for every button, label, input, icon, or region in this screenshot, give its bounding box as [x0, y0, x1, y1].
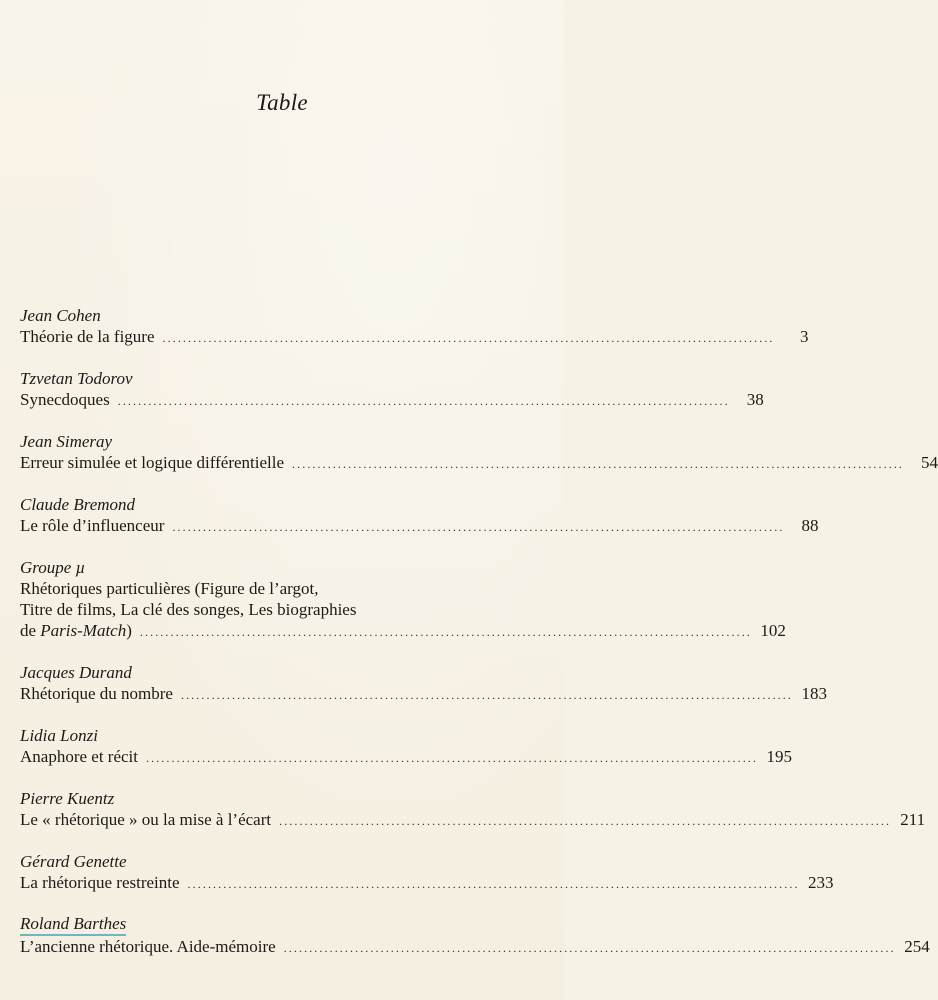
dot-leader: ........................................................................................................................	[117, 394, 730, 408]
entry-title-suffix: )	[126, 621, 132, 640]
dot-leader: ........................................................................................................................	[146, 751, 758, 765]
page-number: 102	[760, 621, 786, 640]
entry-title-line: Titre de films, La clé des songes, Les biographies	[20, 600, 357, 619]
entry-title-line	[20, 326, 809, 349]
toc-entry	[20, 368, 764, 412]
entry-title-line	[20, 936, 930, 959]
dot-leader: ........................................................................................................................	[162, 331, 775, 345]
entry-author: Tzvetan Todorov	[20, 369, 133, 388]
page-number: 38	[746, 390, 764, 409]
entry-title-line	[20, 809, 926, 832]
entry-author: Lidia Lonzi	[20, 726, 98, 745]
toc-entry	[20, 914, 930, 959]
entry-author: Groupe µ	[20, 558, 86, 577]
dot-leader: ........................................................................................................................	[292, 457, 905, 471]
entry-title-line	[20, 746, 792, 769]
page-number: 211	[900, 810, 926, 829]
dot-leader: ........................................................................................................................	[172, 520, 785, 534]
entry-title: L’ancienne rhétorique. Aide-mémoire	[20, 937, 276, 956]
entry-title-line	[20, 872, 834, 895]
page-title: Table	[256, 90, 308, 115]
toc-entry	[20, 788, 926, 832]
toc-entry	[20, 662, 827, 706]
toc-entry	[20, 305, 809, 349]
entry-title-line	[20, 515, 819, 538]
entry-title-italic: Paris-Match	[40, 621, 127, 640]
entry-title	[20, 620, 132, 641]
entry-title-line	[20, 452, 938, 475]
page-number: 3	[800, 327, 809, 346]
entry-title: Synecdoques	[20, 390, 110, 409]
entry-author: Claude Bremond	[20, 495, 136, 514]
entry-title-line	[20, 620, 786, 643]
dot-leader: ........................................................................................................................	[279, 814, 892, 828]
entry-title: Le rôle d’influenceur	[20, 516, 165, 535]
entry-title-prefix: de	[20, 621, 41, 640]
dot-leader: ........................................................................................................................	[180, 688, 793, 702]
entry-author: Jacques Durand	[20, 663, 132, 682]
entry-author: Pierre Kuentz	[20, 789, 115, 808]
entry-title: Théorie de la figure	[20, 327, 155, 346]
page-number: 195	[766, 747, 792, 766]
page-number: 183	[801, 684, 827, 703]
dot-leader: ........................................................................................................................	[283, 941, 896, 955]
table-of-contents	[20, 305, 938, 978]
entry-author-underlined: Roland Barthes	[20, 914, 126, 936]
entry-title: Rhétorique du nombre	[20, 684, 173, 703]
entry-author: Gérard Genette	[20, 852, 127, 871]
toc-entry	[20, 725, 792, 769]
page-number: 254	[904, 937, 930, 956]
toc-entry	[20, 431, 938, 475]
entry-author: Jean Simeray	[20, 432, 113, 451]
entry-author: Jean Cohen	[20, 306, 101, 325]
dot-leader: ........................................................................................................................	[139, 625, 752, 639]
entry-title: La rhétorique restreinte	[20, 873, 180, 892]
entry-title: Le « rhétorique » ou la mise à l’écart	[20, 810, 272, 829]
entry-title-line	[20, 389, 764, 412]
entry-title: Erreur simulée et logique différentielle	[20, 453, 285, 472]
entry-title-line: Rhétoriques particulières (Figure de l’argot,	[20, 579, 319, 598]
page-number: 88	[801, 516, 819, 535]
toc-entry	[20, 557, 786, 643]
page-number: 54	[921, 453, 938, 472]
entry-title: Anaphore et récit	[20, 747, 138, 766]
toc-entry	[20, 851, 834, 895]
entry-title-line	[20, 683, 827, 706]
toc-entry	[20, 494, 819, 538]
dot-leader: ........................................................................................................................	[187, 877, 800, 891]
page-number: 233	[808, 873, 834, 892]
